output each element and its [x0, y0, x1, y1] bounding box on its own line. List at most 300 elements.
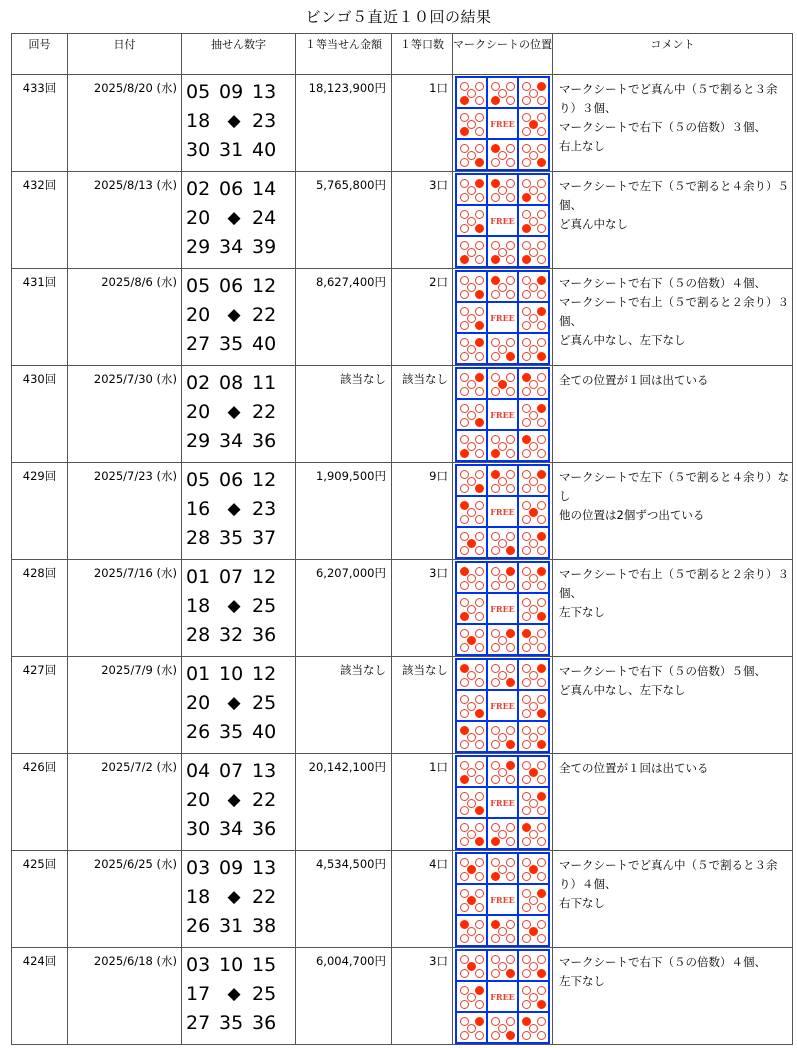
- mark-sheet-box: [487, 853, 518, 884]
- empty-circle-icon: [475, 934, 484, 943]
- mark-sheet: [455, 367, 550, 462]
- marked-circle-icon: [475, 418, 484, 427]
- drawn-number: 22: [252, 885, 277, 908]
- numbers-line: [186, 911, 295, 940]
- empty-circle-icon: [475, 96, 484, 105]
- mark-sheet: [455, 755, 550, 850]
- header-date: 日付: [68, 34, 182, 75]
- header-round: 回号: [12, 34, 68, 75]
- empty-circle-icon: [475, 695, 484, 704]
- round-cell: 426回: [12, 754, 68, 851]
- mark-sheet-box: [456, 915, 487, 946]
- numbers-line: [186, 979, 295, 1008]
- mark-sheet-box: [456, 108, 487, 139]
- mark-sheet-box: [518, 399, 549, 430]
- table-row: [12, 560, 793, 657]
- drawn-number: 18: [186, 109, 211, 132]
- winners-count-cell: 該当なし: [392, 657, 453, 754]
- empty-circle-icon: [475, 144, 484, 153]
- numbers-line: [186, 620, 295, 649]
- empty-circle-icon: [475, 629, 484, 638]
- drawn-number: 20: [186, 691, 211, 714]
- prize-cell: 5,765,800円: [296, 172, 392, 269]
- drawn-number: 27: [186, 332, 211, 355]
- prize-cell: 8,627,400円: [296, 269, 392, 366]
- drawn-number: 20: [186, 400, 211, 423]
- empty-circle-icon: [529, 411, 538, 420]
- numbers-line: [186, 329, 295, 358]
- mark-sheet-cell: [453, 172, 553, 269]
- empty-circle-icon: [460, 934, 469, 943]
- table-row: [12, 463, 793, 560]
- empty-circle-icon: [460, 709, 469, 718]
- empty-circle-icon: [522, 1000, 531, 1009]
- marked-circle-icon: [491, 255, 500, 264]
- empty-circle-icon: [529, 89, 538, 98]
- numbers-line: [186, 300, 295, 329]
- empty-circle-icon: [460, 158, 469, 167]
- empty-circle-icon: [529, 962, 538, 971]
- marked-circle-icon: [460, 127, 469, 136]
- empty-circle-icon: [529, 702, 538, 711]
- page-title: ビンゴ５直近１０回の結果: [305, 8, 492, 26]
- numbers-line: [186, 174, 295, 203]
- marked-circle-icon: [537, 664, 546, 673]
- drawn-number: 40: [252, 720, 277, 743]
- marked-circle-icon: [491, 837, 500, 846]
- empty-circle-icon: [467, 345, 476, 354]
- empty-circle-icon: [537, 581, 546, 590]
- empty-circle-icon: [475, 678, 484, 687]
- comment-line: マークシートで右下（５の倍数）５個、: [559, 664, 766, 678]
- mark-sheet-box: [518, 496, 549, 527]
- empty-circle-icon: [475, 598, 484, 607]
- empty-circle-icon: [467, 733, 476, 742]
- marked-circle-icon: [537, 969, 546, 978]
- empty-circle-icon: [529, 380, 538, 389]
- drawn-number: 24: [252, 206, 277, 229]
- empty-circle-icon: [529, 830, 538, 839]
- table-row: [12, 657, 793, 754]
- comment-cell: [553, 754, 793, 851]
- mark-sheet-box: [487, 624, 518, 655]
- empty-circle-icon: [537, 373, 546, 382]
- empty-circle-icon: [537, 858, 546, 867]
- numbers-line: [186, 426, 295, 455]
- empty-circle-icon: [537, 986, 546, 995]
- drawn-number: 34: [219, 817, 244, 840]
- empty-circle-icon: [460, 581, 469, 590]
- drawn-number: 30: [186, 817, 211, 840]
- empty-circle-icon: [491, 193, 500, 202]
- numbers-cell: [182, 172, 296, 269]
- empty-circle-icon: [475, 82, 484, 91]
- mark-sheet: [455, 76, 550, 171]
- prize-cell: 4,534,500円: [296, 851, 392, 948]
- marked-circle-icon: [537, 612, 546, 621]
- mark-sheet: [455, 852, 550, 947]
- empty-circle-icon: [529, 477, 538, 486]
- drawn-number: 35: [219, 526, 244, 549]
- empty-circle-icon: [537, 96, 546, 105]
- empty-circle-icon: [506, 241, 515, 250]
- mark-sheet-box: [518, 593, 549, 624]
- round-cell: 430回: [12, 366, 68, 463]
- empty-circle-icon: [475, 255, 484, 264]
- free-diamond-icon: ◆: [227, 983, 241, 1004]
- empty-circle-icon: [537, 806, 546, 815]
- empty-circle-icon: [467, 283, 476, 292]
- empty-circle-icon: [460, 1031, 469, 1040]
- empty-circle-icon: [529, 574, 538, 583]
- free-cell: FREE: [487, 593, 518, 624]
- comment-line: 右上なし: [559, 139, 605, 153]
- empty-circle-icon: [467, 508, 476, 517]
- drawn-number: 15: [252, 953, 277, 976]
- mark-sheet-cell: [453, 657, 553, 754]
- marked-circle-icon: [475, 373, 484, 382]
- mark-sheet: [455, 561, 550, 656]
- empty-circle-icon: [506, 82, 515, 91]
- drawn-number: 30: [186, 138, 211, 161]
- mark-sheet-box: [487, 77, 518, 108]
- free-cell: FREE: [487, 981, 518, 1012]
- mark-sheet-box: [487, 271, 518, 302]
- empty-circle-icon: [537, 643, 546, 652]
- empty-circle-icon: [529, 605, 538, 614]
- empty-circle-icon: [537, 726, 546, 735]
- winners-count-cell: 4口: [392, 851, 453, 948]
- free-cell: FREE: [487, 787, 518, 818]
- winners-count-cell: 1口: [392, 75, 453, 172]
- winners-count-cell: 3口: [392, 172, 453, 269]
- marked-circle-icon: [475, 290, 484, 299]
- empty-circle-icon: [498, 186, 507, 195]
- empty-circle-icon: [537, 224, 546, 233]
- mark-sheet: [455, 949, 550, 1044]
- mark-sheet-box: [518, 527, 549, 558]
- winners-count-cell: 1口: [392, 754, 453, 851]
- empty-circle-icon: [460, 643, 469, 652]
- numbers-line: [186, 203, 295, 232]
- comment-cell: [553, 269, 793, 366]
- marked-circle-icon: [460, 96, 469, 105]
- empty-circle-icon: [475, 920, 484, 929]
- mark-sheet-box: [456, 787, 487, 818]
- mark-sheet-cell: [453, 754, 553, 851]
- drawn-number: 18: [186, 885, 211, 908]
- empty-circle-icon: [506, 179, 515, 188]
- marked-circle-icon: [506, 352, 515, 361]
- marked-circle-icon: [537, 532, 546, 541]
- comment-cell: [553, 463, 793, 560]
- drawn-number: 06: [219, 274, 244, 297]
- empty-circle-icon: [467, 671, 476, 680]
- drawn-number: 26: [186, 914, 211, 937]
- empty-circle-icon: [460, 546, 469, 555]
- empty-circle-icon: [537, 179, 546, 188]
- mark-sheet-box: [518, 236, 549, 267]
- empty-circle-icon: [475, 643, 484, 652]
- empty-circle-icon: [467, 248, 476, 257]
- empty-circle-icon: [491, 581, 500, 590]
- drawn-number: 13: [252, 856, 277, 879]
- empty-circle-icon: [498, 89, 507, 98]
- empty-circle-icon: [467, 574, 476, 583]
- numbers-line: [186, 77, 295, 106]
- empty-circle-icon: [506, 338, 515, 347]
- empty-circle-icon: [475, 501, 484, 510]
- empty-circle-icon: [522, 449, 531, 458]
- prize-cell: 1,909,500円: [296, 463, 392, 560]
- mark-sheet-box: [518, 430, 549, 461]
- empty-circle-icon: [537, 255, 546, 264]
- empty-circle-icon: [498, 865, 507, 874]
- mark-sheet-box: [518, 818, 549, 849]
- comment-line: ど真ん中なし、左下なし: [559, 683, 686, 697]
- mark-sheet: [455, 173, 550, 268]
- drawn-number: 25: [252, 982, 277, 1005]
- empty-circle-icon: [537, 338, 546, 347]
- empty-circle-icon: [522, 1031, 531, 1040]
- drawn-number: 17: [186, 982, 211, 1005]
- empty-circle-icon: [537, 1017, 546, 1026]
- drawn-number: 39: [252, 235, 277, 258]
- drawn-number: 34: [219, 429, 244, 452]
- mark-sheet-cell: [453, 948, 553, 1045]
- round-cell: 433回: [12, 75, 68, 172]
- empty-circle-icon: [537, 290, 546, 299]
- empty-circle-icon: [498, 671, 507, 680]
- numbers-line: [186, 271, 295, 300]
- empty-circle-icon: [522, 546, 531, 555]
- drawn-number: 36: [252, 1011, 277, 1034]
- comment-cell: [553, 657, 793, 754]
- marked-circle-icon: [506, 546, 515, 555]
- empty-circle-icon: [467, 411, 476, 420]
- drawn-number: 12: [252, 274, 277, 297]
- mark-sheet: [455, 270, 550, 365]
- empty-circle-icon: [522, 96, 531, 105]
- empty-circle-icon: [506, 643, 515, 652]
- empty-circle-icon: [529, 314, 538, 323]
- comment-line: 他の位置は2個ずつ出ている: [559, 508, 705, 522]
- empty-circle-icon: [506, 373, 515, 382]
- numbers-line: [186, 523, 295, 552]
- drawn-number: 20: [186, 206, 211, 229]
- free-cell: FREE: [487, 884, 518, 915]
- free-diamond-icon: ◆: [227, 401, 241, 422]
- empty-circle-icon: [467, 151, 476, 160]
- comment-line: マークシートで右下（５の倍数）３個、: [559, 120, 766, 134]
- round-cell: 428回: [12, 560, 68, 657]
- table-row: [12, 172, 793, 269]
- mark-sheet-box: [456, 174, 487, 205]
- empty-circle-icon: [537, 127, 546, 136]
- mark-sheet-box: [518, 108, 549, 139]
- empty-circle-icon: [467, 380, 476, 389]
- empty-circle-icon: [537, 321, 546, 330]
- empty-circle-icon: [475, 435, 484, 444]
- empty-circle-icon: [506, 484, 515, 493]
- empty-circle-icon: [506, 1017, 515, 1026]
- empty-circle-icon: [537, 903, 546, 912]
- prize-cell: 6,004,700円: [296, 948, 392, 1045]
- empty-circle-icon: [498, 830, 507, 839]
- drawn-number: 40: [252, 138, 277, 161]
- mark-sheet-box: [518, 302, 549, 333]
- date-cell: 2025/7/30 (水): [68, 366, 182, 463]
- drawn-number: 22: [252, 303, 277, 326]
- empty-circle-icon: [537, 872, 546, 881]
- empty-circle-icon: [506, 823, 515, 832]
- mark-sheet-box: [456, 853, 487, 884]
- comment-line: マークシートで左下（５で割ると４余り）５個、: [559, 179, 789, 212]
- comment-line: 左下なし: [559, 974, 605, 988]
- empty-circle-icon: [475, 792, 484, 801]
- mark-sheet-box: [456, 1012, 487, 1043]
- empty-circle-icon: [537, 920, 546, 929]
- empty-circle-icon: [498, 442, 507, 451]
- empty-circle-icon: [491, 352, 500, 361]
- empty-circle-icon: [537, 837, 546, 846]
- empty-circle-icon: [506, 532, 515, 541]
- empty-circle-icon: [537, 934, 546, 943]
- empty-circle-icon: [537, 695, 546, 704]
- marked-circle-icon: [537, 307, 546, 316]
- comment-line: マークシートで右上（５で割ると２余り）３個、: [559, 295, 789, 328]
- empty-circle-icon: [491, 934, 500, 943]
- marked-circle-icon: [537, 158, 546, 167]
- header-comment: コメント: [553, 34, 793, 75]
- drawn-number: 35: [219, 332, 244, 355]
- marked-circle-icon: [475, 709, 484, 718]
- empty-circle-icon: [537, 435, 546, 444]
- empty-circle-icon: [506, 435, 515, 444]
- empty-circle-icon: [475, 761, 484, 770]
- empty-circle-icon: [522, 678, 531, 687]
- empty-circle-icon: [537, 546, 546, 555]
- prize-cell: 該当なし: [296, 366, 392, 463]
- marked-circle-icon: [467, 962, 476, 971]
- mark-sheet-box: [518, 884, 549, 915]
- free-cell: FREE: [487, 205, 518, 236]
- drawn-number: 36: [252, 429, 277, 452]
- empty-circle-icon: [537, 1031, 546, 1040]
- empty-circle-icon: [491, 969, 500, 978]
- empty-circle-icon: [475, 113, 484, 122]
- marked-circle-icon: [529, 865, 538, 874]
- drawn-number: 03: [186, 856, 211, 879]
- empty-circle-icon: [475, 823, 484, 832]
- empty-circle-icon: [460, 903, 469, 912]
- marked-circle-icon: [537, 352, 546, 361]
- empty-circle-icon: [498, 151, 507, 160]
- mark-sheet-cell: [453, 851, 553, 948]
- free-diamond-icon: ◆: [227, 207, 241, 228]
- comment-line: 全ての位置が１回は出ている: [559, 373, 709, 387]
- empty-circle-icon: [537, 241, 546, 250]
- drawn-number: 18: [186, 594, 211, 617]
- mark-sheet-box: [456, 139, 487, 170]
- mark-sheet-box: [456, 430, 487, 461]
- date-cell: 2025/8/13 (水): [68, 172, 182, 269]
- empty-circle-icon: [491, 740, 500, 749]
- empty-circle-icon: [529, 217, 538, 226]
- empty-circle-icon: [537, 761, 546, 770]
- marked-circle-icon: [506, 740, 515, 749]
- empty-circle-icon: [467, 927, 476, 936]
- drawn-number: 05: [186, 80, 211, 103]
- mark-sheet-cell: [453, 269, 553, 366]
- marked-circle-icon: [467, 539, 476, 548]
- empty-circle-icon: [498, 733, 507, 742]
- mark-sheet-box: [518, 139, 549, 170]
- drawn-number: 02: [186, 371, 211, 394]
- numbers-line: [186, 659, 295, 688]
- empty-circle-icon: [491, 643, 500, 652]
- empty-circle-icon: [460, 224, 469, 233]
- drawn-number: 40: [252, 332, 277, 355]
- empty-circle-icon: [475, 470, 484, 479]
- empty-circle-icon: [522, 581, 531, 590]
- empty-circle-icon: [529, 248, 538, 257]
- empty-circle-icon: [475, 1000, 484, 1009]
- numbers-cell: [182, 754, 296, 851]
- marked-circle-icon: [537, 82, 546, 91]
- empty-circle-icon: [506, 955, 515, 964]
- empty-circle-icon: [506, 775, 515, 784]
- drawn-number: 13: [252, 759, 277, 782]
- drawn-number: 28: [186, 623, 211, 646]
- mark-sheet-box: [487, 333, 518, 364]
- mark-sheet-box: [518, 333, 549, 364]
- empty-circle-icon: [498, 539, 507, 548]
- numbers-cell: [182, 269, 296, 366]
- mark-sheet-box: [456, 659, 487, 690]
- drawn-number: 07: [219, 565, 244, 588]
- empty-circle-icon: [467, 89, 476, 98]
- empty-circle-icon: [460, 193, 469, 202]
- empty-circle-icon: [529, 283, 538, 292]
- numbers-line: [186, 368, 295, 397]
- empty-circle-icon: [460, 969, 469, 978]
- mark-sheet-box: [518, 721, 549, 752]
- numbers-line: [186, 950, 295, 979]
- empty-circle-icon: [498, 768, 507, 777]
- free-diamond-icon: ◆: [227, 886, 241, 907]
- drawn-number: 10: [219, 953, 244, 976]
- empty-circle-icon: [522, 872, 531, 881]
- drawn-number: 16: [186, 497, 211, 520]
- marked-circle-icon: [475, 837, 484, 846]
- empty-circle-icon: [537, 484, 546, 493]
- empty-circle-icon: [529, 671, 538, 680]
- mark-sheet-box: [487, 527, 518, 558]
- mark-sheet-box: [518, 368, 549, 399]
- numbers-cell: [182, 75, 296, 172]
- numbers-cell: [182, 948, 296, 1045]
- empty-circle-icon: [522, 775, 531, 784]
- results-body: [12, 75, 793, 1045]
- empty-circle-icon: [522, 515, 531, 524]
- mark-sheet-box: [487, 721, 518, 752]
- mark-sheet-box: [518, 465, 549, 496]
- numbers-cell: [182, 657, 296, 754]
- numbers-cell: [182, 463, 296, 560]
- marked-circle-icon: [475, 986, 484, 995]
- comment-cell: [553, 851, 793, 948]
